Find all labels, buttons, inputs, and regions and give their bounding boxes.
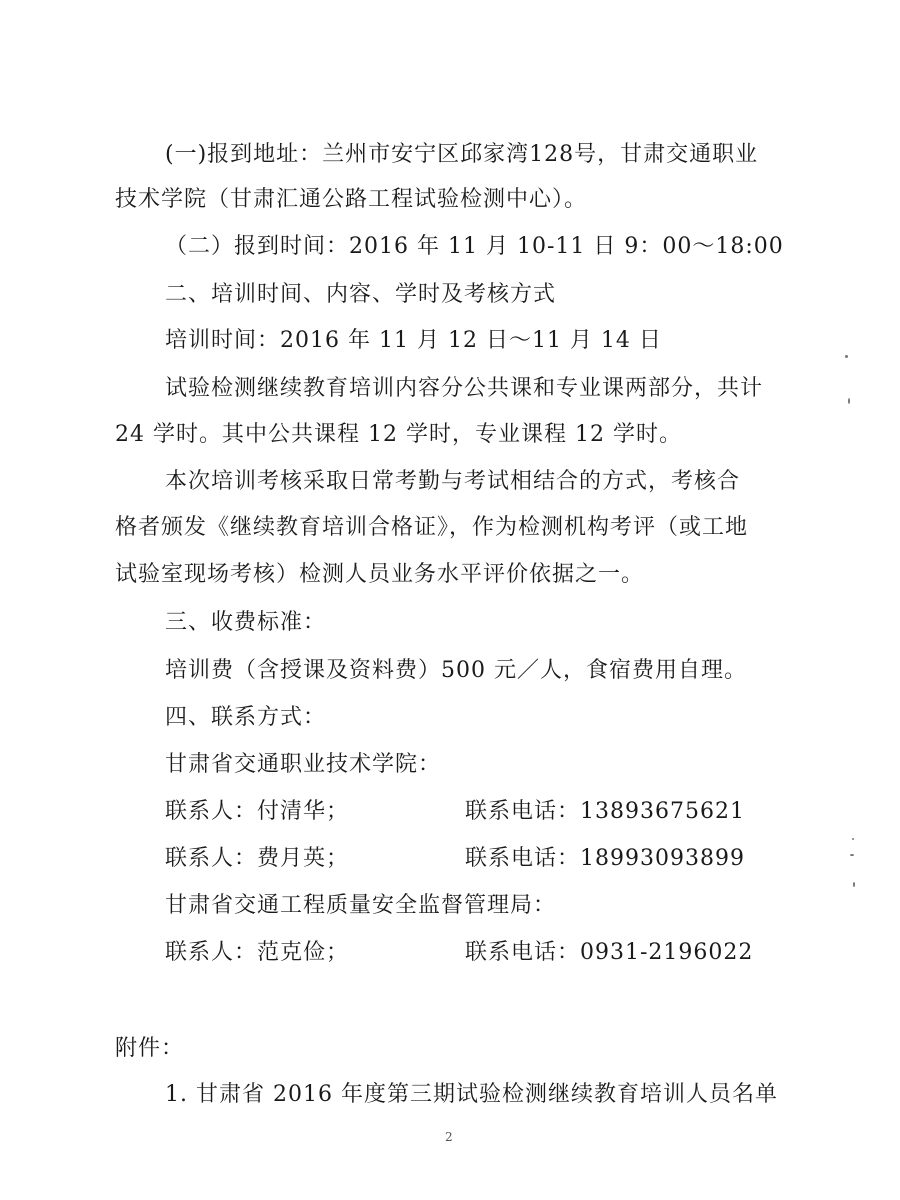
scan-speck (848, 398, 850, 404)
org1-name: 甘肃省交通职业技术学院： (165, 752, 442, 777)
section-three-heading: 三、收费标准： (165, 610, 327, 635)
content-line2: 24 学时。其中公共课程 12 学时，专业课程 12 学时。 (115, 422, 682, 447)
assessment-line2: 格者颁发《继续教育培训合格证》，作为检测机构考评（或工地 (115, 515, 749, 540)
contact-person: 联系人：范克俭； (165, 940, 350, 965)
scan-speck (845, 355, 848, 358)
org2-name: 甘肃省交通工程质量安全监督管理局： (165, 893, 557, 918)
registration-time: （二）报到时间：2016 年 11 月 10-11 日 9：00～18:00 (165, 234, 784, 259)
scan-speck (850, 854, 854, 856)
section-four-heading: 四、联系方式： (165, 705, 327, 730)
scan-speck (853, 882, 855, 887)
registration-address-line2: 技术学院（甘肃汇通公路工程试验检测中心）。 (115, 187, 588, 212)
contact-phone: 联系电话：0931-2196022 (465, 940, 754, 965)
training-time: 培训时间：2016 年 11 月 12 日～11 月 14 日 (165, 328, 662, 353)
contact-phone: 联系电话：13893675621 (465, 799, 745, 824)
registration-address-line1: (一)报到地址：兰州市安宁区邱家湾128号，甘肃交通职业 (165, 142, 759, 167)
contact-phone: 联系电话：18993093899 (465, 846, 745, 871)
page-number: 2 (445, 1130, 453, 1144)
assessment-line1: 本次培训考核采取日常考勤与考试相结合的方式，考核合 (165, 469, 741, 494)
scan-speck (852, 838, 854, 840)
contact-person: 联系人：付清华； (165, 799, 350, 824)
fee-text: 培训费（含授课及资料费）500 元／人，食宿费用自理。 (165, 658, 747, 683)
attachment-item: 1. 甘肃省 2016 年度第三期试验检测继续教育培训人员名单 (165, 1082, 778, 1107)
attachment-label: 附件： (115, 1036, 185, 1061)
assessment-line3: 试验室现场考核）检测人员业务水平评价依据之一。 (115, 562, 645, 587)
section-two-heading: 二、培训时间、内容、学时及考核方式 (165, 282, 557, 307)
content-line1: 试验检测继续教育培训内容分公共课和专业课两部分，共计 (165, 376, 764, 401)
contact-person: 联系人：费月英； (165, 846, 350, 871)
